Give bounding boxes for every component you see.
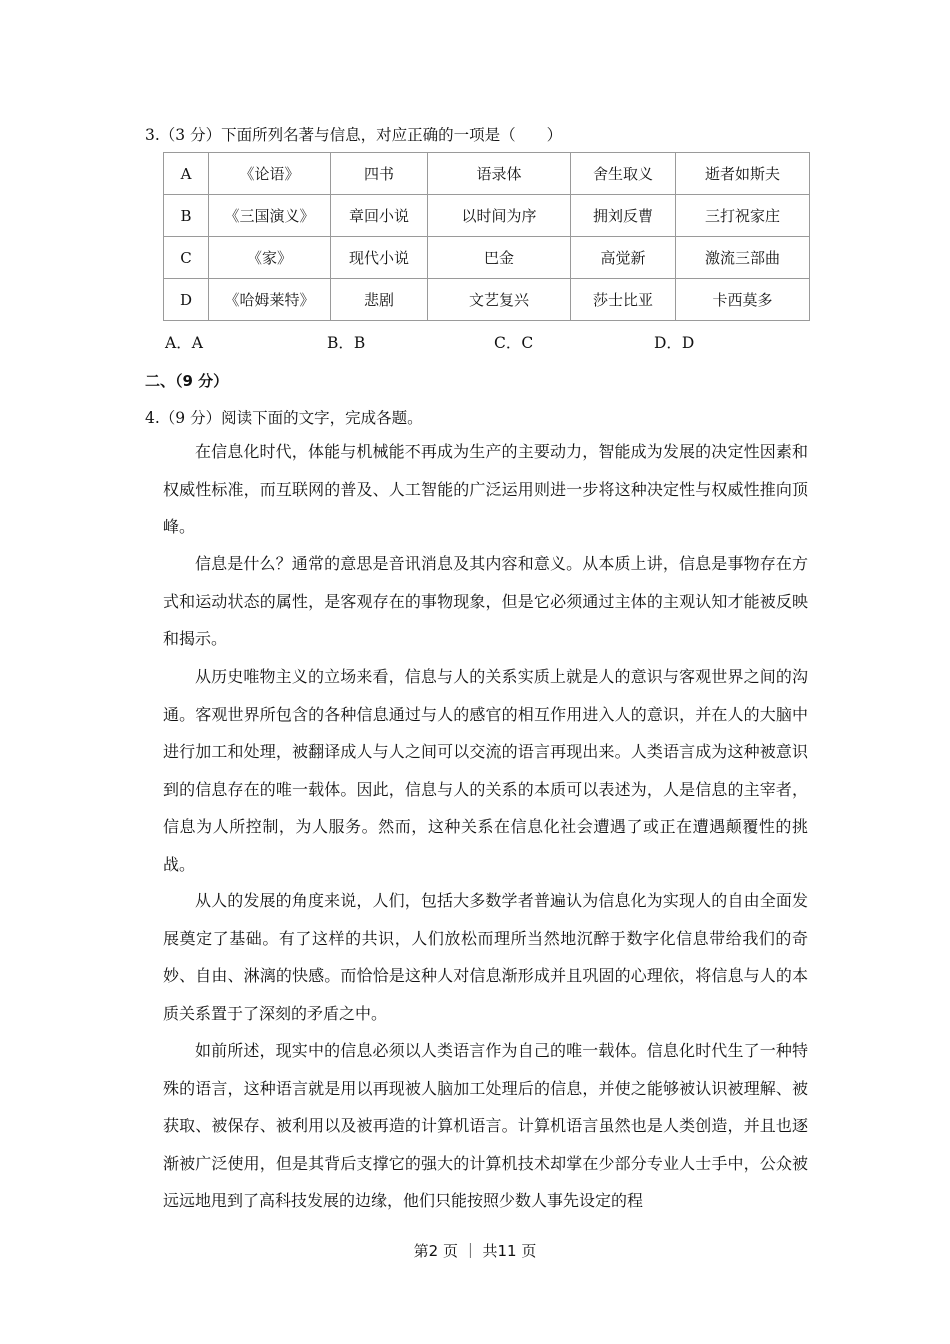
table-row <box>164 237 810 279</box>
table-cell: 卡西莫多 <box>676 279 810 321</box>
choice-a[interactable]: A．A <box>165 334 203 352</box>
table-cell: D <box>164 279 209 321</box>
paragraph-2: 信息是什么？通常的意思是音讯消息及其内容和意义。从本质上讲，信息是事物存在方式和运动状态的属性，是客观存在的事物现象，但是它必须通过主体的主观认知才能被反映和揭示。 <box>163 554 808 648</box>
table-row <box>164 279 810 321</box>
table-cell: A <box>164 153 209 195</box>
table-cell: 《论语》 <box>209 153 331 195</box>
table-cell: 逝者如斯夫 <box>676 153 810 195</box>
table-row <box>164 195 810 237</box>
table-cell: 《家》 <box>209 237 331 279</box>
table-row <box>164 153 810 195</box>
answer-choices <box>0 331 950 353</box>
question-4-stem: 4.（9 分）阅读下面的文字，完成各题。 <box>145 409 423 427</box>
options-table <box>163 152 810 321</box>
table-cell: 文艺复兴 <box>428 279 571 321</box>
choice-c[interactable]: C．C <box>494 334 534 352</box>
paragraph-3: 从历史唯物主义的立场来看，信息与人的关系实质上就是人的意识与客观世界之间的沟通。客观世界所包含的各种信息通过与人的感官的相互作用进入人的意识，并在人的大脑中进行加工和处理，被翻译成人与人之间可以交流的语言再现出来。人类语言成为这种被意识到的信息存在的唯一载体。因此，信息与人的关系的本质可以表述为，人是信息的主宰者，信息为人所控制，为人服务。然而，这种关系在信息化社会遭遇了或正在遭遇颠覆性的挑战。 <box>163 667 808 874</box>
table-cell: 舍生取义 <box>571 153 676 195</box>
choice-b[interactable]: B．B <box>327 334 366 352</box>
table-cell: 以时间为序 <box>428 195 571 237</box>
table-cell: 现代小说 <box>331 237 428 279</box>
paragraph-1: 在信息化时代，体能与机械能不再成为生产的主要动力，智能成为发展的决定性因素和权威性标准，而互联网的普及、人工智能的广泛运用则进一步将这种决定性与权威性推向顶峰。 <box>163 442 808 536</box>
table-cell: 激流三部曲 <box>676 237 810 279</box>
table-cell: 《三国演义》 <box>209 195 331 237</box>
paragraph-4: 从人的发展的角度来说，人们，包括大多数学者普遍认为信息化为实现人的自由全面发展奠定了基础。有了这样的共识，人们放松而理所当然地沉醉于数字化信息带给我们的奇妙、自由、淋漓的快感。而恰恰是这种人对信息渐形成并且巩固的心理依，将信息与人的本质关系置于了深刻的矛盾之中。 <box>163 891 808 1023</box>
table-cell: 语录体 <box>428 153 571 195</box>
paragraph-5: 如前所述，现实中的信息必须以人类语言作为自己的唯一载体。信息化时代生了一种特殊的语言，这种语言就是用以再现被人脑加工处理后的信息，并使之能够被认识被理解、被获取、被保存、被利用以及被再造的计算机语言。计算机语言虽然也是人类创造，并且也逐渐被广泛使用，但是其背后支撑它的强大的计算机技术却掌在少部分专业人士手中，公众被远远地甩到了高科技发展的边缘，他们只能按照少数人事先设定的程 <box>163 1041 808 1210</box>
table-cell: 莎士比亚 <box>571 279 676 321</box>
table-cell: 高觉新 <box>571 237 676 279</box>
table-cell: B <box>164 195 209 237</box>
choice-d[interactable]: D．D <box>654 334 695 352</box>
page-footer: 第2 页 ｜ 共11 页 <box>413 1242 537 1260</box>
question-3-stem: 3.（3 分）下面所列名著与信息，对应正确的一项是（ ） <box>145 126 563 144</box>
table-cell: 拥刘反曹 <box>571 195 676 237</box>
table-cell: 四书 <box>331 153 428 195</box>
table-cell: 三打祝家庄 <box>676 195 810 237</box>
table-cell: 巴金 <box>428 237 571 279</box>
table-cell: 《哈姆莱特》 <box>209 279 331 321</box>
table-cell: 章回小说 <box>331 195 428 237</box>
section-heading: 二、（9 分） <box>145 372 229 390</box>
table-cell: 悲剧 <box>331 279 428 321</box>
table-cell: C <box>164 237 209 279</box>
